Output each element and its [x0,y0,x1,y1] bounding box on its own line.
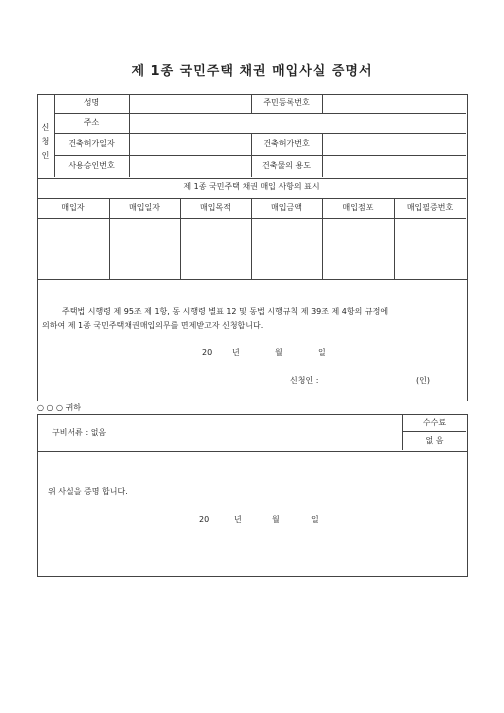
purchase-table [37,177,468,280]
application-date-day: 일 [318,348,326,357]
resident-no-label: 주민등록번호 [263,98,310,107]
name-label: 성명 [83,98,100,107]
application-text-line1: 주택법 시행령 제 95조 제 1항, 동 시행령 별표 12 및 동법 시행규칙 제 39조 제 4항의 규정에 [62,307,389,316]
applicant-row-divider [54,113,466,114]
applicant-row-divider [54,133,466,134]
recipient-line: ○ ○ ○ 귀하 [37,403,82,412]
approval-no-label: 사용승인번호 [68,161,115,170]
purchase-col-header: 매입목적 [200,203,231,212]
fee-label: 수수료 [422,418,447,427]
purchase-col-header: 매입일자 [129,203,160,212]
application-block [37,279,468,401]
certification-block [37,450,468,577]
signer-label: 신청인 : [290,376,319,385]
document-title: 제 1종 국민주택 채권 매입사실 증명서 [131,64,373,79]
permit-no-label: 건축허가번호 [263,139,310,148]
purchase-col-header: 매입점포 [342,203,374,212]
documents-label: 구비서류 : 없음 [52,428,107,437]
application-text-line2: 의하여 제 1종 국민주택채권매입의무를 면제받고자 신청합니다. [42,321,264,330]
applicant-side-label-2: 청 [41,137,50,146]
applicant-col-divider [129,94,130,177]
building-use-label: 건축물의 용도 [262,161,311,170]
certification-date-year: 년 [234,515,242,524]
applicant-row-divider [54,155,466,156]
application-date-year: 년 [232,348,240,357]
certification-date-year-prefix: 20 [199,515,210,524]
applicant-side-label-1: 신 [41,123,50,132]
fee-value: 없 음 [425,436,444,445]
purchase-col-header: 매입자 [61,203,85,212]
fee-row-divider [402,431,466,432]
certification-date-day: 일 [311,515,319,524]
application-date-month: 월 [275,348,283,357]
application-date-year-prefix: 20 [202,348,213,357]
certification-date-month: 월 [272,515,280,524]
seal-mark: (인) [416,376,430,385]
purchase-col-header: 매입필증번호 [406,203,454,212]
applicant-col-divider [322,94,323,113]
permit-date-label: 건축허가일자 [68,139,115,148]
certification-text: 위 사실을 증명 합니다. [48,487,128,496]
purchase-section-title: 제 1종 국민주택 채권 매입 사항의 표시 [183,182,320,191]
address-label: 주소 [83,118,100,127]
applicant-side-label-3: 인 [41,151,50,160]
purchase-col-header: 매입금액 [271,203,302,212]
